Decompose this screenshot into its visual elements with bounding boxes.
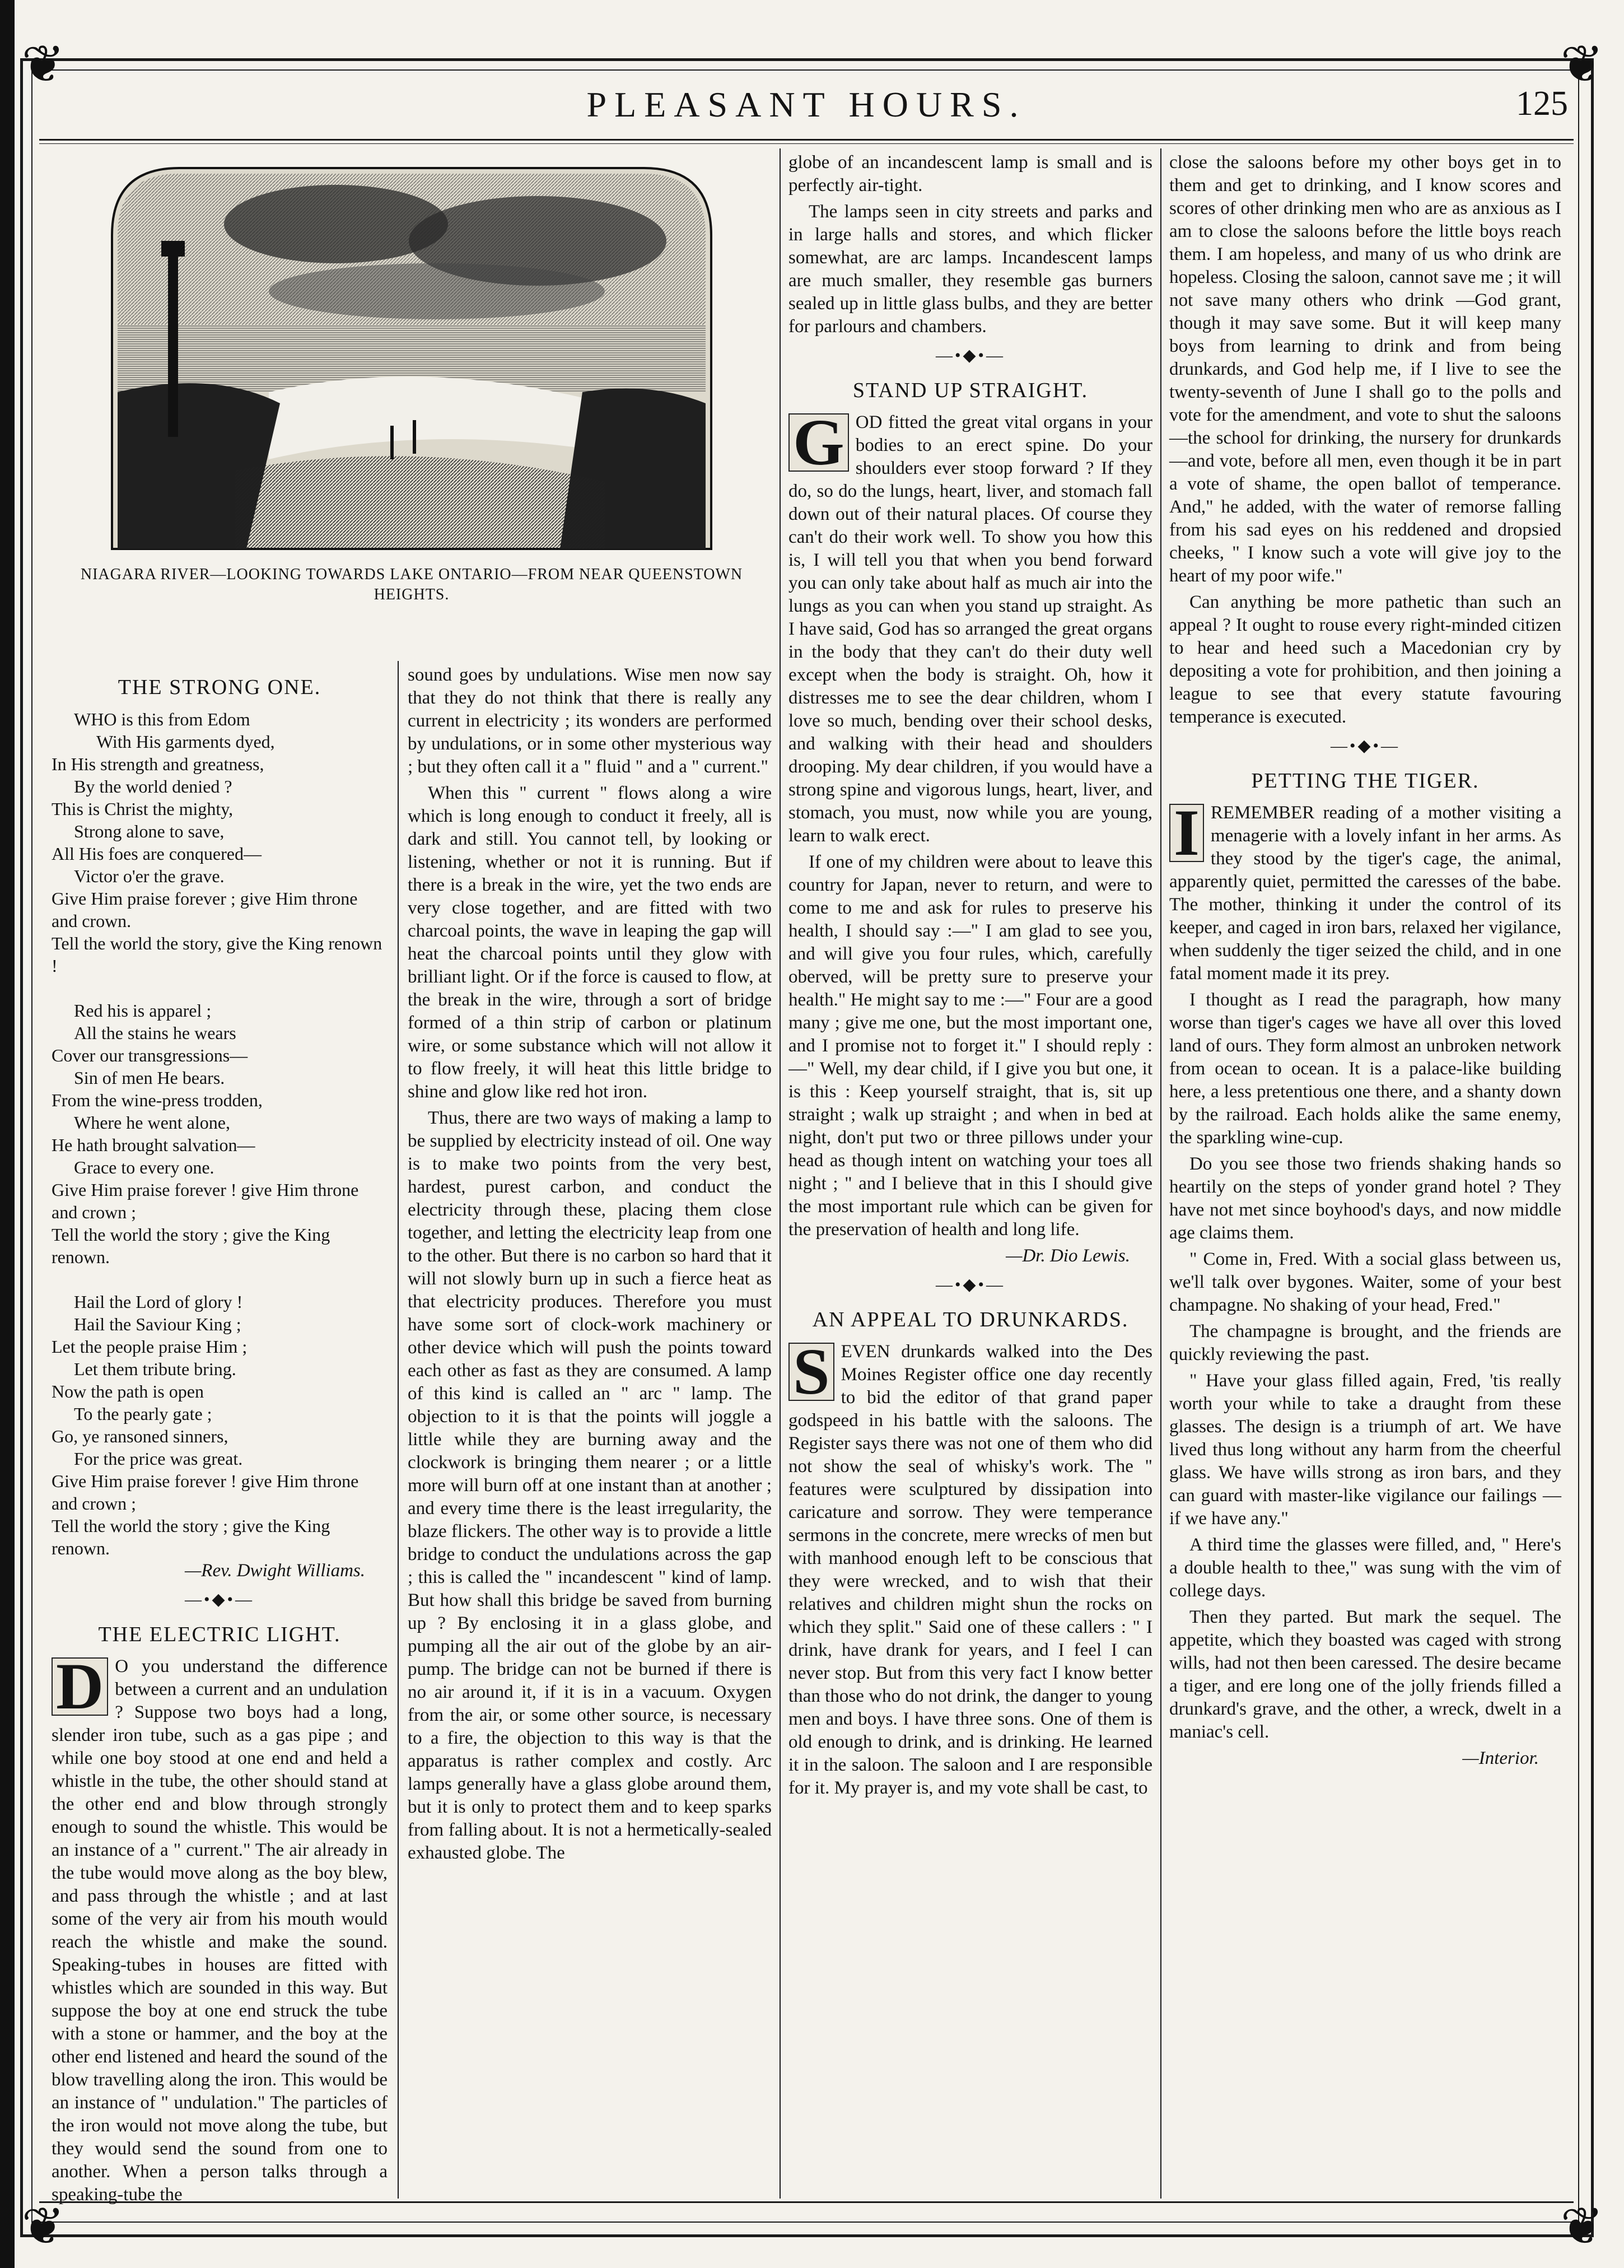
tiger-title: PETTING THE TIGER. bbox=[1251, 769, 1480, 793]
column-divider-3 bbox=[780, 148, 781, 2199]
corner-ornament-bottom-right: ❦ bbox=[1560, 2198, 1604, 2255]
poem-line: Victor o'er the grave. bbox=[74, 866, 225, 886]
corner-ornament-top-right: ❦ bbox=[1560, 36, 1604, 93]
electric-light-paragraph-3: When this " current " flows along a wire which is long enough to conduct it freely, all is dark and still. You cannot tell, by looking or listening, whether or not it is running. But if there is a break in the wire, yet the two ends are very close together, and are fitted with two charcoal points, the wave in leaping the gap will heat the charcoal points until they glow with brilliant light. Or if the force is caused to flow, at the break in the wire, through a sort of bridge formed of a thin strip of carbon or platinum wire, or some substance which will not allow it to flow freely, it will heat this little bridge to shine and glow like red hot iron. bbox=[408, 783, 772, 1102]
tiger-paragraph-4: " Come in, Fred. With a social glass between us, we'll talk over bygones. Waiter, some of your best champagne. No shaking of your head, Fred." bbox=[1169, 1249, 1561, 1315]
poem-line: Red his is apparel ; bbox=[74, 1000, 212, 1021]
strong-one-title: THE STRONG ONE. bbox=[118, 676, 321, 699]
poem-line: Strong alone to save, bbox=[74, 821, 225, 841]
appeal-title: AN APPEAL TO DRUNKARDS. bbox=[812, 1308, 1129, 1331]
running-title: PLEASANT HOURS. bbox=[586, 85, 1026, 124]
tiger-paragraph-8: Then they parted. But mark the sequel. The appetite, which they boasted was caged with strong wills, had not then been caressed. The desire became a tiger, and ere long one of the jolly friends filled a drunkard's grave, and the other, a wreck, dwelt in a maniac's cell. bbox=[1169, 1607, 1561, 1742]
poem-line: For the price was great. bbox=[74, 1449, 243, 1469]
header-rule bbox=[39, 139, 1574, 141]
poem-line: Go, ye ransoned sinners, bbox=[52, 1426, 228, 1446]
poem-line: This is Christ the mighty, bbox=[52, 799, 234, 819]
poem-line: Give Him praise forever ; give Him throne and crown. bbox=[52, 888, 358, 931]
tiger-paragraph-2: I thought as I read the paragraph, how many worse than tiger's cages we have all over this loved land of ours. They form almost an unbroken network from ocean to ocean. It is a palace-like building here, a less pretentious one there, and a shanty down by the railroad. Each holds alike the same enemy, the sparkling wine-cup. bbox=[1169, 990, 1561, 1148]
appeal-paragraph-2: close the saloons before my other boys get in to them and get to drinking, and I know scores and scores of other drinking men who are as anxious as I am to close the saloons before the little boys reach them. I am hopeless, and many of us who drink are hopeless. Closing the saloon, cannot save me ; it will not save many others who drink —God grant, though it may save some. But it will keep many boys from learning to drink and from being drunkards, and God help me, if I live to see the twenty-seventh of June I shall go to the polls and vote for the amendment, and vote to shut the saloons—the school for drinking, the nursery for drunkards—and vote, before all men, even though it be in part a vote of shame, the open ballot of temperance. And," he added, with the water of remorse falling from his sad eyes on his reddened and dropsied cheeks, " I know such a vote will give joy to the heart of my poor wife." bbox=[1169, 152, 1561, 586]
page-header bbox=[39, 84, 1574, 140]
poem-line: Cover our transgressions— bbox=[52, 1045, 248, 1065]
section-separator: —•◆•— bbox=[184, 1590, 255, 1609]
corner-ornament-top-left: ❦ bbox=[21, 36, 65, 93]
electric-light-paragraph-2: sound goes by undulations. Wise men now say that they do not think that there is really any current in electricity ; its wonders are performed by undulations, or in some other mysterious way ; but they often call it a " fluid " and a " current." bbox=[408, 665, 772, 777]
column-1 bbox=[52, 664, 388, 2210]
header-rule-thin bbox=[39, 143, 1574, 144]
appeal-paragraph-1: S EVEN drunkards walked into the Des Moines Register office one day recently to bid the editor of that grand paper godspeed in his battle with the saloons. The Register says there was not one of them who did not show the seal of whisky's work. The " features were sculptured by dissipation into caricature and sorrow. They were temperance sermons in the concrete, mere wrecks of men but with manhood enough left to be conscious that they were wrecked, and to wish that their relatives and children might shun the rocks on which they split." Said one of these callers : " I drink, have drank for years, and I feel I can never stop. But from this very fact I know better than those who do not drink, the danger to young men and boys. I have three sons. One of them is old enough to drink, and is drinking. He learned it in the saloon. The saloon and I are responsible for it. My prayer is, and my vote shall be cast, to bbox=[788, 1335, 1152, 1798]
strong-one-author: —Rev. Dwight Williams. bbox=[184, 1561, 365, 1581]
stand-up-paragraph-1: G OD fitted the great vital organs in your bodies to an erect spine. Do your shoulders ever stoop forward ? If they do, so do the lungs, heart, liver, and stomach fall down out of their natural places. Of course they can't do their work well. To show you how this is, I will tell you that when you bend forward you can only take about half as much air into the lungs as you can when you stand up straight. As I have said, God has so arranged the great organs in the body that they can't do their duty well except when the body is straight. Oh, how it distresses me to see the dear children, whom I love so much, bending over their school desks, and walking with their head and shoulders drooping. My dear children, if you would have a strong spine and vigorous lungs, heart, liver, and stomach, you must, now while you are young, learn to walk erect. bbox=[788, 406, 1152, 846]
tiger-author: —Interior. bbox=[1462, 1748, 1539, 1768]
poem-line: Sin of men He bears. bbox=[74, 1068, 225, 1088]
dropcap-g: G bbox=[788, 413, 849, 472]
column-2 bbox=[408, 664, 772, 1868]
section-separator: —•◆•— bbox=[935, 1275, 1006, 1294]
poem-line: With His garments dyed, bbox=[96, 732, 275, 752]
poem-line: Where he went alone, bbox=[74, 1112, 230, 1133]
poem-line: Now the path is open bbox=[52, 1381, 204, 1401]
stand-up-author: —Dr. Dio Lewis. bbox=[1006, 1246, 1130, 1266]
poem-line: By the world denied ? bbox=[74, 776, 232, 797]
column-divider-4 bbox=[1160, 148, 1161, 2199]
strong-one-poem bbox=[52, 708, 388, 1559]
illustration-caption: NIAGARA RIVER—LOOKING TOWARDS LAKE ONTARIO—FROM NEAR QUEENSTOWN HEIGHTS. bbox=[80, 566, 743, 603]
electric-light-paragraph-5: globe of an incandescent lamp is small and is perfectly air-tight. bbox=[788, 152, 1152, 195]
column-divider-2 bbox=[398, 661, 399, 2199]
niagara-engraving bbox=[101, 157, 722, 557]
poem-line: To the pearly gate ; bbox=[74, 1404, 212, 1424]
poem-line: All His foes are conquered— bbox=[52, 844, 262, 864]
poem-line: Grace to every one. bbox=[74, 1157, 214, 1177]
poem-line: Hail the Lord of glory ! bbox=[74, 1292, 243, 1312]
poem-line: Tell the world the story ; give the King renown. bbox=[52, 1224, 330, 1267]
poem-line: In His strength and greatness, bbox=[52, 754, 264, 774]
poem-line: Hail the Saviour King ; bbox=[74, 1314, 241, 1334]
poem-line: All the stains he wears bbox=[74, 1023, 236, 1043]
section-separator: —•◆•— bbox=[935, 346, 1006, 365]
poem-line: Let them tribute bring. bbox=[74, 1359, 236, 1379]
tiger-paragraph-6: " Have your glass filled again, Fred, 'tis really worth your while to take a draught from these glasses. The design is a triumph of art. We have lived thus long without any harm from the cheerful glass. We have wills strong as iron bars, and they can guard with master-like vigilance our failings —if we have any." bbox=[1169, 1371, 1561, 1529]
electric-light-paragraph-4: Thus, there are two ways of making a lamp to be supplied by electricity instead of oil. One way is to make two points from the very best, hardest, purest carbon, and conduct the electricity through these, placing them close together, and letting the electricity leap from one to the other. But there is no carbon so hard that it will not slowly burn up in such a fierce heat as that electricity produces. Therefore you must have some sort of clock-work machinery or other device which will push the points toward each other as fast as they are consumed. A lamp of this kind is called an " arc " lamp. The objection to it is that the points will joggle a little while they are burning away and the clockwork is bringing them nearer ; or a little more will burn off at one instant than at another ; and every time there is the least irregularity, the blaze flickers. The other way is to provide a little bridge to conduct the undulations across the gap ; this is called the " incandescent " kind of lamp. But how shall this bridge be saved from burning up ? By enclosing it in a glass globe, and pumping all the air out of the globe by an air-pump. The bridge can not be burned if there is no air around it, if it is in a vacuum. Oxygen from the air, or some other source, is necessary to a fire, the objection to this way is that the apparatus is rather complex and costly. Arc lamps generally have a glass globe around them, but it is only to protect them and to keep sparks from falling about. It is not a hermetically-sealed exhausted globe. The bbox=[408, 1108, 772, 1863]
poem-line: Give Him praise forever ! give Him throne and crown ; bbox=[52, 1180, 359, 1222]
footer-rule bbox=[39, 2201, 1574, 2203]
dropcap-d: D bbox=[52, 1657, 108, 1716]
tiger-paragraph-5: The champagne is brought, and the friends are quickly reviewing the past. bbox=[1169, 1321, 1561, 1364]
page-number: 125 bbox=[1516, 85, 1568, 123]
corner-ornament-bottom-left: ❦ bbox=[21, 2198, 65, 2255]
tiger-paragraph-1: I REMEMBER reading of a mother visiting a menagerie with a lovely infant in her arms. As they stood by the tiger's cage, the animal, apparently quiet, permitted the caresses of the babe. The mother, thinking it under the control of its keeper, and caged in iron bars, relaxed her vigilance, when suddenly the tiger seized the child, and in one fatal moment made it its prey. bbox=[1169, 796, 1561, 984]
illustration-block bbox=[50, 157, 773, 605]
column-4 bbox=[1169, 151, 1561, 1770]
electric-light-paragraph-1: D O you understand the difference between a current and an undulation ? Suppose two boys had a long, slender iron tube, such as a gas pipe ; and while one boy stood at one end and held a whistle in the tube, the other should stand at the other end and blow through strongly enough to sound the whistle. This would be an instance of a " current." The air already in the tube would move along as the boy blew, and pass through the whistle ; and at last some of the very air from his mouth would reach the whistle and make the sound. Speaking-tubes in houses are fitted with whistles which are sounded in this way. But suppose the boy at one end struck the tube with a stone or hammer, and the boy at the other end listened and heard the sound of the blow travelling along the iron. This would be an instance of " undulation." The particles of the iron would not move along the tube, but they would send the sound from one to another. When a person talks through a speaking-tube the bbox=[52, 1650, 388, 2205]
appeal-paragraph-3: Can anything be more pathetic than such an appeal ? It ought to rouse every right-minded citizen to hear and heed such a Macedonian cry by depositing a vote for prohibition, and then joining a league to see that every statute favouring temperance is executed. bbox=[1169, 592, 1561, 727]
tiger-paragraph-7: A third time the glasses were filled, and, " Here's a double health to thee," was sung with the vim of college days. bbox=[1169, 1535, 1561, 1601]
poem-line: WHO is this from Edom bbox=[74, 709, 250, 729]
dropcap-i: I bbox=[1169, 804, 1204, 862]
electric-light-paragraph-6: The lamps seen in city streets and parks and in large halls and stores, and which flicker somewhat, are arc lamps. Incandescent lamps are much smaller, they resemble gas burners sealed up in little glass bulbs, and they are better for parlours and chambers. bbox=[788, 202, 1152, 337]
binding-edge bbox=[0, 0, 15, 2268]
stand-up-paragraph-2: If one of my children were about to leave this country for Japan, never to return, and were to come to me and ask for rules to preserve his health, I should say :—" I am glad to see you, and will give you four rules, which, carefully oberved, will be pretty sure to preserve your health." He might say to me :—" Four are a good many ; give me one, but the most important one, and I promise not to forget it." I should reply :—" Well, my dear child, if I give you but one, it is this : Keep yourself straight, that is, sit up straight ; walk up straight ; and when in bed at night, don't put two or three pillows under your head as though intent on watching your toes all night ; " and I believe that in this I should give the most important rule which can be given for the preservation of health and long life. bbox=[788, 852, 1152, 1240]
poem-line: Give Him praise forever ! give Him throne and crown ; bbox=[52, 1471, 359, 1513]
section-separator: —•◆•— bbox=[1330, 737, 1401, 755]
poem-line: From the wine-press trodden, bbox=[52, 1090, 263, 1110]
poem-line: Let the people praise Him ; bbox=[52, 1336, 248, 1357]
tiger-paragraph-3: Do you see those two friends shaking hands so heartily on the steps of yonder grand hotel ? They have not met since boyhood's days, and now middle age claims them. bbox=[1169, 1154, 1561, 1243]
electric-light-title: THE ELECTRIC LIGHT. bbox=[98, 1623, 341, 1646]
stand-up-title: STAND UP STRAIGHT. bbox=[852, 379, 1089, 402]
poem-line: Tell the world the story, give the King renown ! bbox=[52, 933, 382, 976]
poem-line: He hath brought salvation— bbox=[52, 1135, 255, 1155]
column-3 bbox=[788, 151, 1152, 1803]
dropcap-s: S bbox=[788, 1343, 834, 1401]
poem-line: Tell the world the story ; give the King renown. bbox=[52, 1516, 330, 1558]
